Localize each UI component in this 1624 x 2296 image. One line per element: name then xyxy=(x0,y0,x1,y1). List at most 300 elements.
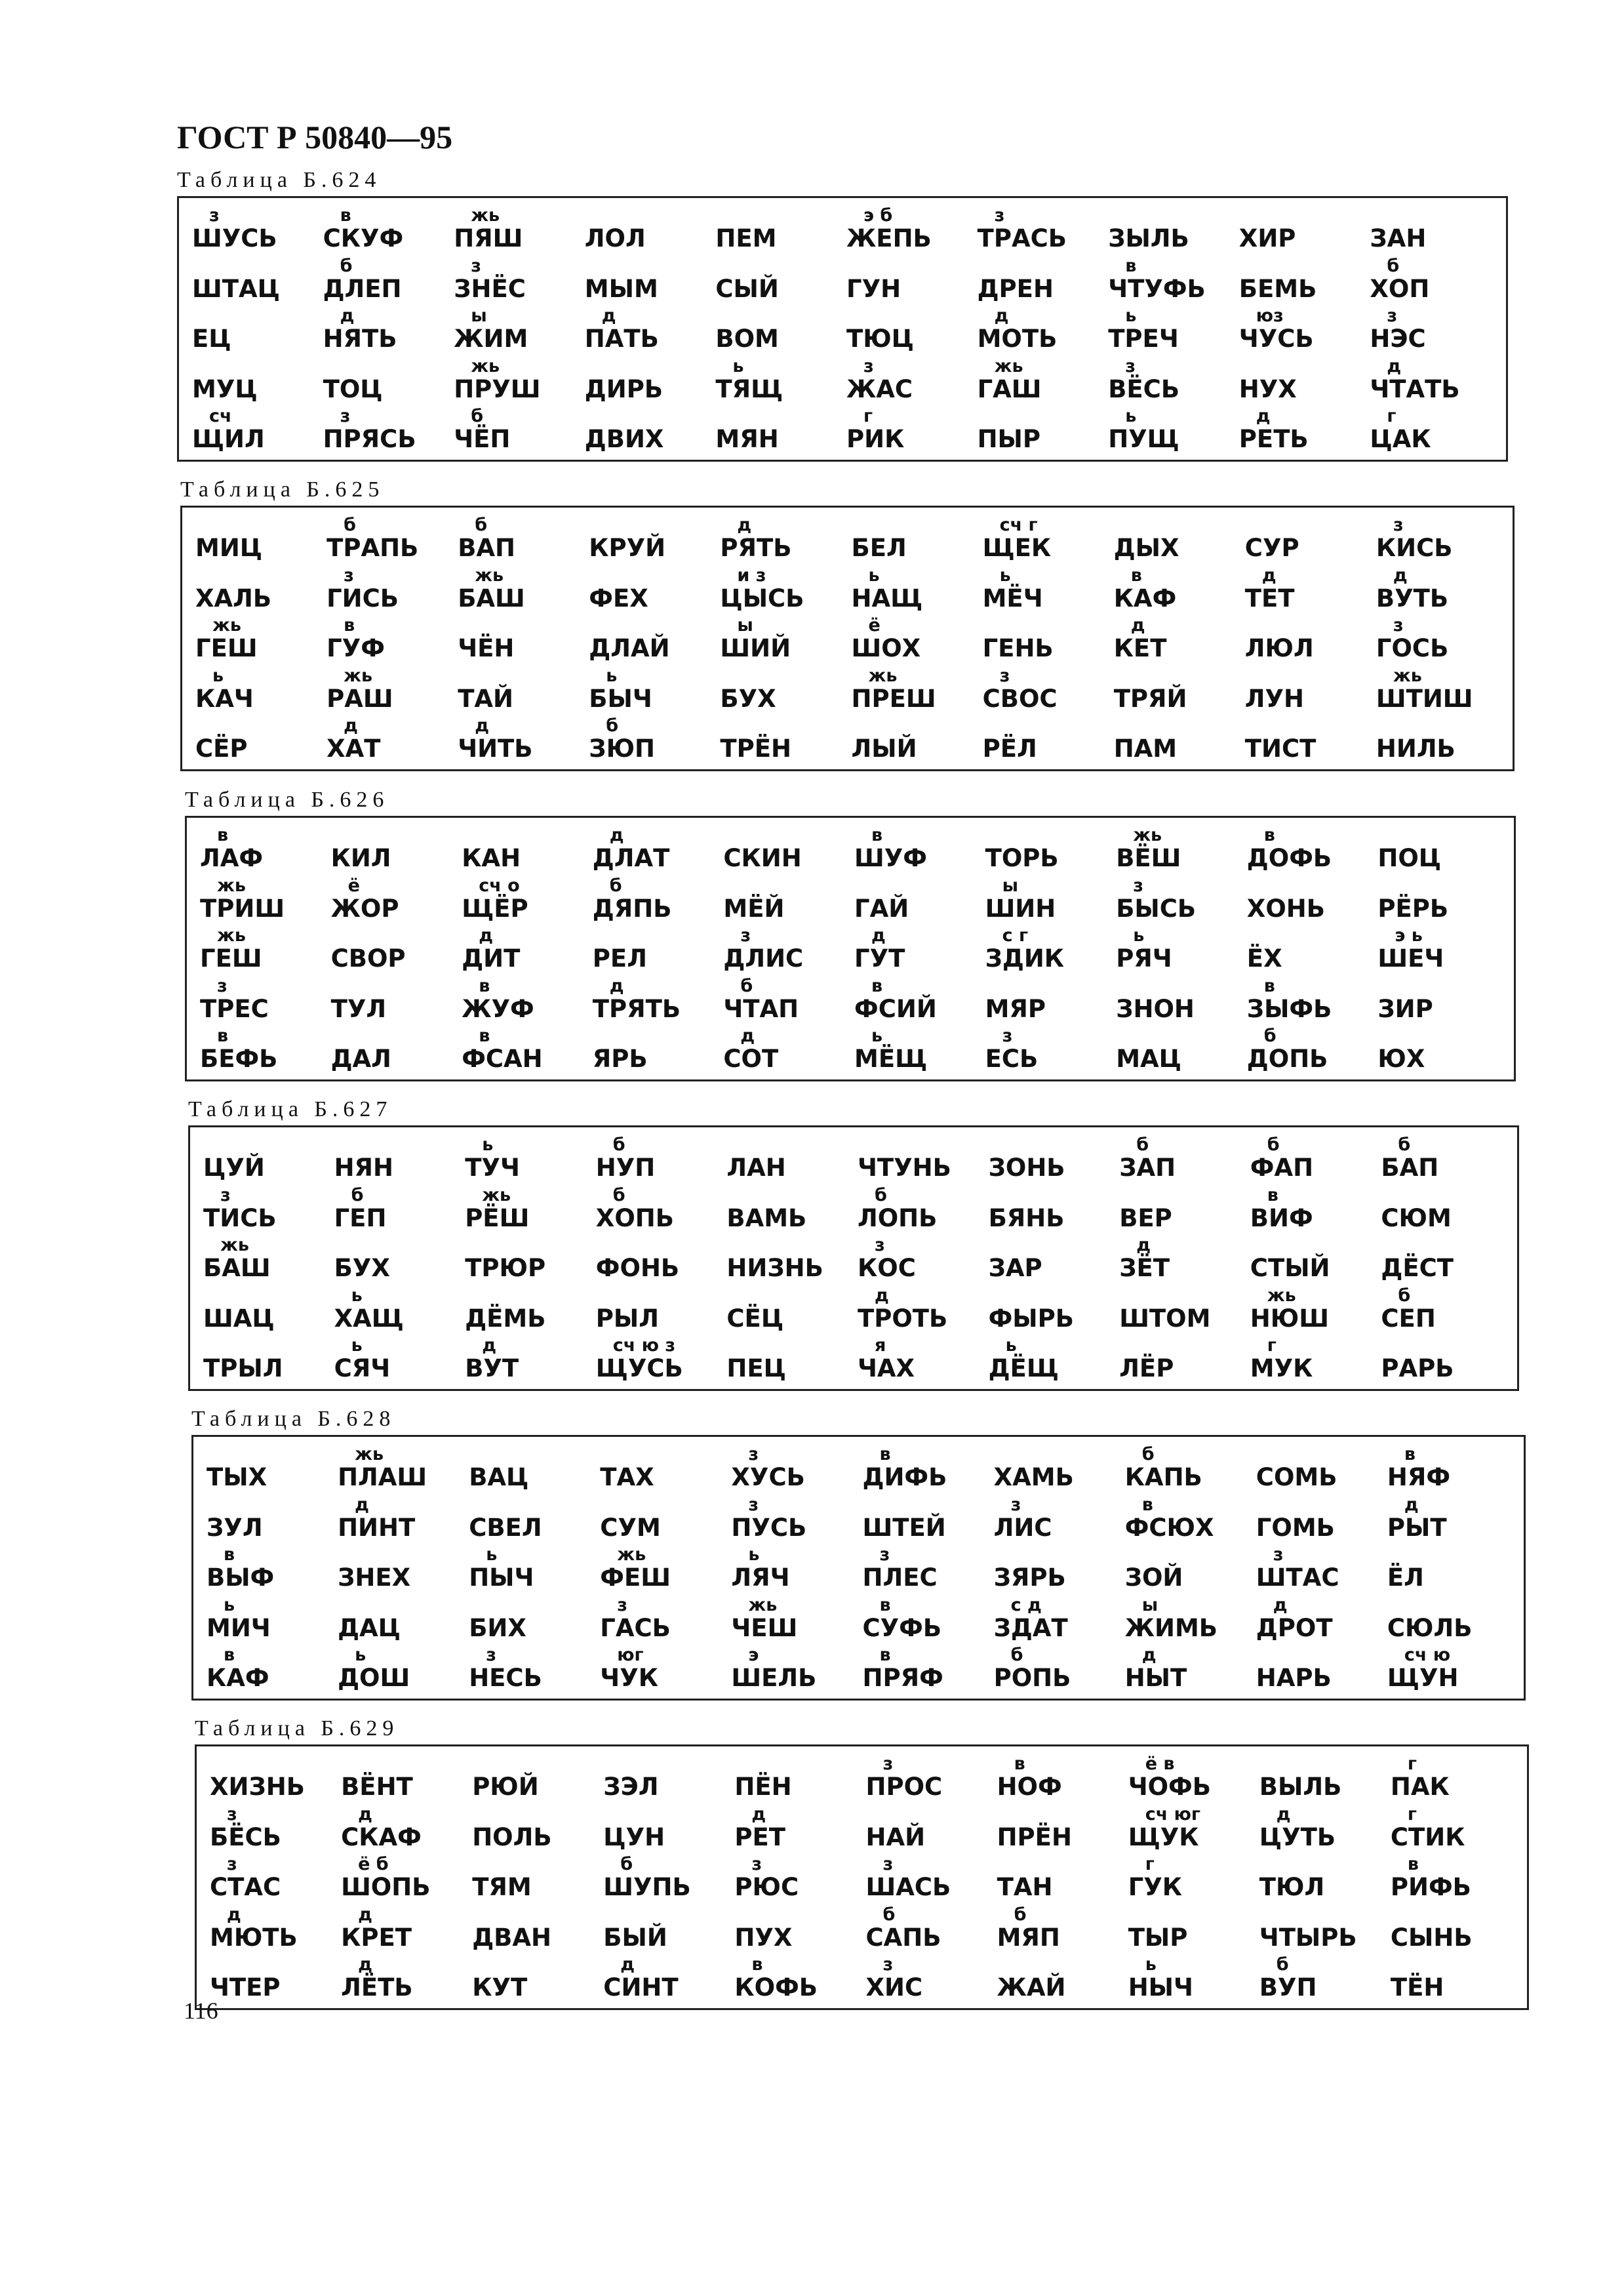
phonetic-mark: ё б xyxy=(358,1854,389,1875)
phonetic-mark xyxy=(585,206,712,226)
phonetic-mark xyxy=(997,1855,1124,1874)
table-cell xyxy=(854,1133,985,1183)
syllable-word: ДАЛ xyxy=(330,1045,391,1074)
syllable-word: НЯТЬ xyxy=(323,325,397,353)
table-cell xyxy=(323,664,454,714)
table-cell xyxy=(1124,1752,1256,1802)
table-caption: Таблица Б.628 xyxy=(191,1407,396,1431)
phonetic-mark: б xyxy=(620,1854,633,1875)
table-cell xyxy=(188,354,319,405)
table-cell xyxy=(1115,1183,1246,1234)
phonetic-mark xyxy=(1245,616,1372,635)
phonetic-mark xyxy=(852,716,979,736)
phonetic-mark: жь xyxy=(475,565,504,586)
table-cell xyxy=(1372,613,1503,664)
table-cell xyxy=(1110,613,1241,664)
phonetic-mark xyxy=(338,1596,465,1615)
syllable-word: ФОНЬ xyxy=(595,1254,680,1283)
phonetic-mark: жь xyxy=(471,205,500,226)
syllable-word: ЩУН xyxy=(1387,1664,1459,1693)
syllable-word: ЩЕК xyxy=(982,534,1052,562)
phonetic-mark xyxy=(334,1236,462,1255)
table-cell xyxy=(848,563,979,614)
table-cell xyxy=(979,563,1110,614)
phonetic-mark: э xyxy=(748,1645,759,1666)
table-cell xyxy=(334,1593,465,1643)
phonetic-mark: в xyxy=(1267,1184,1278,1205)
table-cell xyxy=(850,823,981,874)
phonetic-mark: в xyxy=(1141,1494,1153,1515)
table-cell xyxy=(730,1852,862,1903)
phonetic-mark: в xyxy=(224,1645,235,1666)
phonetic-mark: з xyxy=(471,255,481,276)
syllable-word: НЯФ xyxy=(1387,1463,1451,1491)
syllable-word: РЮС xyxy=(734,1873,799,1902)
syllable-word: ФЕХ xyxy=(589,584,648,613)
table-cell xyxy=(599,1752,730,1802)
table-grid xyxy=(180,506,1515,771)
phonetic-mark: в xyxy=(340,205,351,226)
syllable-word: СУР xyxy=(1244,534,1299,562)
syllable-word: ГАСЬ xyxy=(600,1613,671,1642)
table-cell xyxy=(585,664,716,714)
syllable-word: ДИФЬ xyxy=(862,1463,947,1491)
phonetic-mark xyxy=(1391,1905,1518,1925)
syllable-word: НИЗНЬ xyxy=(726,1254,823,1283)
syllable-word: ЧАХ xyxy=(858,1354,915,1383)
syllable-word: ЧТЕР xyxy=(210,1973,281,2002)
table-cell xyxy=(1121,1643,1252,1693)
phonetic-mark: юг xyxy=(617,1645,644,1666)
table-cell xyxy=(1383,1442,1515,1493)
table-cell xyxy=(1121,1493,1252,1543)
syllable-word: ФАП xyxy=(1250,1154,1314,1182)
syllable-word: МЯН xyxy=(715,425,779,454)
table-cell xyxy=(206,1752,337,1802)
syllable-word: НИЛЬ xyxy=(1376,735,1456,763)
phonetic-mark: д xyxy=(358,1954,372,1975)
phonetic-mark xyxy=(1128,1905,1256,1925)
syllable-word: ЦАК xyxy=(1370,425,1431,454)
syllable-word: МЁЙ xyxy=(723,894,785,923)
syllable-word: ПЛЕС xyxy=(862,1563,938,1592)
table-cell xyxy=(330,1183,462,1234)
table-cell xyxy=(1377,1133,1508,1183)
table-cell xyxy=(848,613,979,664)
phonetic-mark: д xyxy=(344,715,358,736)
phonetic-mark: б xyxy=(1387,255,1400,276)
syllable-word: ШАЦ xyxy=(203,1304,275,1333)
syllable-word: ХИР xyxy=(1238,224,1296,252)
table-cell xyxy=(723,1283,854,1334)
phonetic-mark: б xyxy=(1010,1645,1023,1666)
table-cell xyxy=(711,203,842,254)
table-cell xyxy=(730,1752,862,1802)
phonetic-mark: сч г xyxy=(999,515,1038,535)
table-cell xyxy=(334,1542,465,1593)
table-cell xyxy=(859,1643,990,1693)
phonetic-mark xyxy=(720,716,847,736)
syllable-word: ЗЁТ xyxy=(1119,1254,1170,1283)
phonetic-mark: д xyxy=(482,1335,496,1356)
table-cell xyxy=(1387,1752,1518,1802)
syllable-word: ЧТАТЬ xyxy=(1370,374,1460,403)
table-cell xyxy=(730,1903,862,1953)
table-cell xyxy=(1383,1593,1515,1643)
phonetic-mark xyxy=(1247,926,1374,946)
phonetic-mark: д xyxy=(1387,355,1402,376)
table-cell xyxy=(468,1752,599,1802)
phonetic-mark xyxy=(720,666,847,686)
phonetic-mark: г xyxy=(1387,406,1396,427)
table-cell xyxy=(723,1333,854,1384)
table-cell xyxy=(993,1752,1124,1802)
table-cell xyxy=(596,1493,727,1543)
phonetic-mark xyxy=(994,1445,1121,1464)
table-cell xyxy=(1104,304,1235,354)
phonetic-mark xyxy=(997,1805,1124,1824)
table-cell xyxy=(330,1283,462,1334)
syllable-word: СВОС xyxy=(982,684,1058,713)
phonetic-mark xyxy=(1381,1336,1508,1356)
phonetic-mark: з xyxy=(1002,1026,1013,1047)
syllable-word: ТРИШ xyxy=(200,894,285,923)
phonetic-mark: ь xyxy=(1133,925,1145,946)
syllable-word: СЫЙ xyxy=(715,274,779,303)
syllable-word: ЧТАП xyxy=(723,994,799,1023)
table-cell xyxy=(327,974,458,1024)
table-grid xyxy=(195,1744,1529,2010)
table-cell xyxy=(458,823,589,874)
phonetic-mark: жь xyxy=(482,1184,511,1205)
syllable-word: ДЛЕП xyxy=(323,274,402,303)
phonetic-mark xyxy=(458,616,585,635)
phonetic-mark: жь xyxy=(471,355,500,376)
table-cell xyxy=(981,874,1113,924)
table-cell xyxy=(1387,1802,1518,1853)
phonetic-mark: з xyxy=(486,1645,496,1666)
syllable-word: ЛАФ xyxy=(200,844,264,872)
syllable-word: СВОР xyxy=(330,944,406,973)
syllable-word: ЧЁН xyxy=(458,634,515,663)
syllable-word: ЩЁР xyxy=(462,894,528,923)
table-cell xyxy=(1246,1183,1377,1234)
syllable-word: ВАМЬ xyxy=(726,1203,807,1232)
phonetic-mark: ё xyxy=(347,875,360,896)
table-cell xyxy=(592,1183,723,1234)
syllable-word: ХИС xyxy=(865,1973,923,2002)
table-cell xyxy=(1377,1283,1508,1334)
table-cell xyxy=(1387,1903,1518,1953)
table-cell xyxy=(1374,1024,1505,1074)
phonetic-mark xyxy=(596,1236,723,1255)
phonetic-mark: жь xyxy=(212,615,241,636)
table-cell xyxy=(993,1802,1124,1853)
table-cell xyxy=(468,1952,599,2003)
phonetic-mark: з xyxy=(994,205,1005,226)
phonetic-mark xyxy=(1250,1236,1377,1255)
phonetic-mark: в xyxy=(871,825,883,845)
phonetic-mark: ь xyxy=(748,1544,760,1565)
phonetic-mark xyxy=(1377,826,1505,845)
phonetic-mark: ь xyxy=(999,565,1011,586)
syllable-word: ЛЫЙ xyxy=(851,735,917,763)
syllable-word: ПУХ xyxy=(734,1923,793,1952)
phonetic-mark: з xyxy=(882,1854,894,1875)
syllable-word: ПЕЦ xyxy=(726,1354,786,1383)
syllable-word: ШОХ xyxy=(851,634,921,663)
table-cell xyxy=(974,304,1105,354)
phonetic-mark xyxy=(195,716,323,736)
phonetic-mark: г xyxy=(863,406,873,427)
syllable-word: ЛОПЬ xyxy=(858,1203,938,1232)
table-cell xyxy=(727,1542,858,1593)
syllable-word: ГАШ xyxy=(977,374,1042,403)
syllable-word: ЛАН xyxy=(726,1154,786,1182)
table-cell xyxy=(1112,874,1243,924)
syllable-word: СИНТ xyxy=(603,1973,679,2002)
syllable-word: НЮШ xyxy=(1250,1304,1329,1333)
phonetic-mark: сч ю з xyxy=(612,1335,676,1356)
phonetic-mark xyxy=(1245,716,1372,736)
phonetic-mark: з xyxy=(344,565,354,586)
table-cell xyxy=(1124,1802,1256,1853)
phonetic-mark: б xyxy=(740,975,753,996)
syllable-word: ЦУТЬ xyxy=(1259,1823,1336,1851)
table-cell xyxy=(727,1593,858,1643)
phonetic-mark: с г xyxy=(1002,925,1029,946)
phonetic-mark: б xyxy=(471,406,484,427)
syllable-word: БАП xyxy=(1381,1154,1439,1182)
syllable-word: ГИСЬ xyxy=(327,584,399,613)
syllable-word: ТЮЛ xyxy=(1259,1873,1325,1902)
table-cell xyxy=(454,664,585,714)
syllable-word: КАФ xyxy=(207,1664,269,1693)
phonetic-mark xyxy=(1114,515,1241,535)
table-caption: Таблица Б.629 xyxy=(195,1716,399,1741)
table-cell xyxy=(337,1952,468,2003)
syllable-word: КАН xyxy=(462,844,521,872)
table-cell xyxy=(993,1952,1124,2003)
phonetic-mark: жь xyxy=(617,1544,646,1565)
syllable-word: ГОСЬ xyxy=(1376,634,1449,663)
phonetic-mark: ь xyxy=(1125,406,1137,427)
page-number: 116 xyxy=(184,1998,218,2024)
phonetic-mark xyxy=(195,515,323,535)
phonetic-mark xyxy=(469,1495,596,1515)
phonetic-mark: в xyxy=(217,825,229,845)
phonetic-mark xyxy=(715,256,842,276)
phonetic-mark xyxy=(334,1135,462,1155)
table-cell xyxy=(589,974,720,1024)
table-cell xyxy=(974,254,1105,304)
table-cell xyxy=(1121,1542,1252,1593)
table-cell xyxy=(1121,1593,1252,1643)
syllable-word: ХОП xyxy=(1370,274,1430,303)
phonetic-mark: з xyxy=(1387,306,1398,327)
table-cell xyxy=(1235,304,1366,354)
phonetic-mark xyxy=(458,666,585,686)
table-cell xyxy=(979,513,1110,563)
syllable-word: ПЛАШ xyxy=(338,1463,427,1491)
syllable-word: ВЫФ xyxy=(207,1563,275,1592)
phonetic-mark xyxy=(1387,1596,1515,1615)
syllable-word: ЗАР xyxy=(988,1254,1042,1283)
table-cell xyxy=(330,1133,462,1183)
syllable-word: ЕЦ xyxy=(192,325,231,353)
table-cell xyxy=(323,613,454,664)
syllable-word: ЧОФЬ xyxy=(1128,1773,1211,1801)
table-cell xyxy=(854,1233,985,1283)
table-cell xyxy=(327,1024,458,1074)
syllable-word: РЯЧ xyxy=(1116,944,1172,973)
phonetic-mark xyxy=(603,1805,730,1824)
syllable-word: ЧЕШ xyxy=(731,1613,798,1642)
syllable-word: КОФЬ xyxy=(734,1973,818,2002)
table-cell xyxy=(203,1593,334,1643)
document-header: ГОСТ Р 50840—95 xyxy=(177,119,453,155)
phonetic-mark: б xyxy=(1276,1954,1289,1975)
phonetic-mark: з xyxy=(220,1184,231,1205)
table-cell xyxy=(465,1493,596,1543)
table-cell xyxy=(330,1233,462,1283)
phonetic-mark: ы xyxy=(1002,875,1019,896)
syllable-word: БИХ xyxy=(469,1613,526,1642)
syllable-word: ЛУН xyxy=(1244,684,1305,713)
table-grid xyxy=(185,816,1516,1081)
syllable-word: ПРЯСЬ xyxy=(323,425,416,454)
syllable-word: ПРЕШ xyxy=(851,684,936,713)
table-cell xyxy=(327,823,458,874)
phonetic-mark xyxy=(858,1135,985,1155)
syllable-word: ДИРЬ xyxy=(584,374,663,403)
syllable-word: ПУСЬ xyxy=(731,1513,807,1542)
table-cell xyxy=(985,1333,1116,1384)
table-cell xyxy=(206,1802,337,1853)
table-cell xyxy=(1252,1542,1383,1593)
syllable-word: МЯР xyxy=(985,994,1046,1023)
syllable-word: ШУФ xyxy=(854,844,927,872)
syllable-word: ДЁЩ xyxy=(988,1354,1059,1383)
phonetic-mark xyxy=(195,566,323,586)
syllable-word: ГОМЬ xyxy=(1256,1513,1335,1542)
phonetic-mark xyxy=(338,1545,465,1565)
phonetic-mark xyxy=(734,1754,862,1774)
phonetic-mark: г xyxy=(1407,1754,1417,1774)
table-cell xyxy=(981,923,1113,974)
syllable-word: КИЛ xyxy=(330,844,391,872)
table-cell xyxy=(723,1233,854,1283)
phonetic-mark: д xyxy=(609,825,624,845)
table-cell xyxy=(990,1593,1121,1643)
phonetic-mark xyxy=(1259,1855,1387,1874)
table-cell xyxy=(337,1802,468,1853)
syllable-word: ВЁНТ xyxy=(341,1773,413,1801)
table-cell xyxy=(1235,203,1366,254)
phonetic-mark xyxy=(469,1445,596,1464)
table-cell xyxy=(854,1283,985,1334)
phonetic-mark: д xyxy=(1393,565,1408,586)
phonetic-mark xyxy=(1259,1754,1387,1774)
phonetic-mark: з xyxy=(748,1444,759,1464)
table-cell xyxy=(1374,974,1505,1024)
phonetic-mark: д xyxy=(340,306,355,327)
table-cell xyxy=(711,404,842,454)
table-cell xyxy=(1246,1133,1377,1183)
syllable-word: ТРЕС xyxy=(200,994,269,1023)
table-cell xyxy=(191,513,323,563)
table-cell xyxy=(727,1643,858,1693)
syllable-word: СЮМ xyxy=(1381,1203,1452,1232)
syllable-word: НАЙ xyxy=(865,1823,926,1851)
table-cell xyxy=(596,1442,727,1493)
phonetic-mark xyxy=(472,1805,599,1824)
phonetic-mark xyxy=(1387,1545,1515,1565)
table-cell xyxy=(581,404,712,454)
table-cell xyxy=(719,1024,850,1074)
phonetic-mark: в xyxy=(1407,1854,1419,1875)
phonetic-mark xyxy=(1114,666,1241,686)
table-cell xyxy=(450,203,581,254)
phonetic-mark: жь xyxy=(355,1444,384,1464)
table-cell xyxy=(454,563,585,614)
phonetic-mark: з xyxy=(751,1854,762,1875)
table-cell xyxy=(981,823,1113,874)
syllable-word: СЮЛЬ xyxy=(1387,1613,1473,1642)
table-cell xyxy=(1115,1333,1246,1384)
syllable-word: РИК xyxy=(846,425,905,454)
table-cell xyxy=(188,203,319,254)
syllable-word: РОПЬ xyxy=(993,1664,1071,1693)
phonetic-mark xyxy=(1391,1955,1518,1975)
table-cell xyxy=(196,974,327,1024)
syllable-word: НЫТ xyxy=(1124,1664,1187,1693)
syllable-word: ВУТ xyxy=(465,1354,519,1383)
phonetic-mark: д xyxy=(1273,1594,1288,1615)
syllable-word: БЫЧ xyxy=(589,684,652,713)
syllable-word: ТУЧ xyxy=(465,1154,520,1182)
phonetic-mark xyxy=(726,1336,854,1356)
syllable-word: ВИФ xyxy=(1250,1203,1313,1232)
table-cell xyxy=(974,354,1105,405)
syllable-word: ВЁСЬ xyxy=(1108,374,1180,403)
table-cell xyxy=(1112,974,1243,1024)
syllable-word: ФСИЙ xyxy=(854,994,937,1023)
syllable-word: КОС xyxy=(858,1254,916,1283)
table-cell xyxy=(842,304,974,354)
table-cell xyxy=(1252,1442,1383,1493)
syllable-word: БЫЙ xyxy=(603,1923,667,1952)
table-cell xyxy=(468,1903,599,1953)
syllable-word: ТОРЬ xyxy=(985,844,1059,872)
syllable-word: БЕЛ xyxy=(851,534,907,562)
table-cell xyxy=(859,1493,990,1543)
phonetic-mark xyxy=(978,407,1105,426)
syllable-word: КРУЙ xyxy=(589,534,666,562)
table-cell xyxy=(842,254,974,304)
syllable-word: СЯЧ xyxy=(334,1354,391,1383)
syllable-word: ЩУК xyxy=(1128,1823,1199,1851)
syllable-word: СТЫЙ xyxy=(1250,1254,1330,1283)
phonetic-mark xyxy=(726,1286,854,1306)
phonetic-mark: з xyxy=(748,1494,759,1515)
table-cell xyxy=(716,513,847,563)
syllable-word: ЩУСЬ xyxy=(595,1354,683,1383)
syllable-word: РАШ xyxy=(327,684,393,713)
table-cell xyxy=(723,1133,854,1183)
phonetic-mark xyxy=(469,1596,596,1615)
syllable-word: ПОЛЬ xyxy=(472,1823,552,1851)
